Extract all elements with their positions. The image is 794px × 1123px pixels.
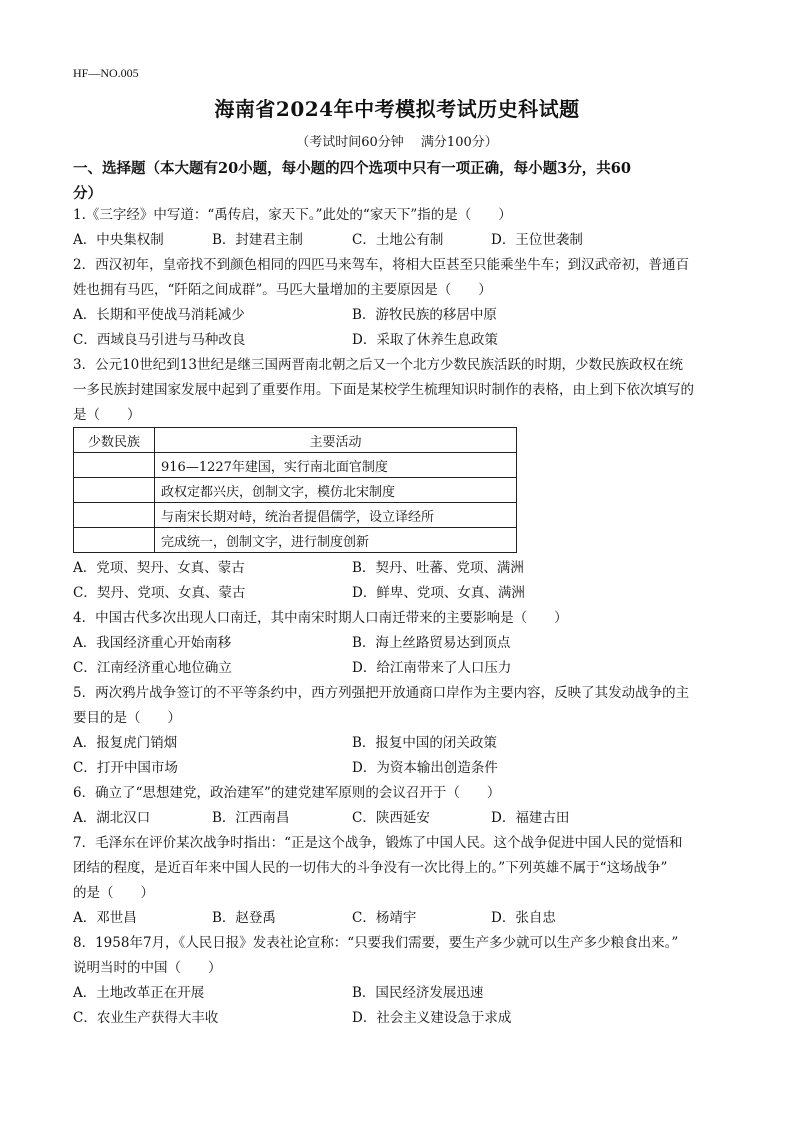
table-row	[74, 478, 517, 503]
question-3-option-d: D．鲜卑、党项、女真、满洲	[352, 585, 525, 601]
table-cell-activity: 与南宋长期对峙，统治者提倡儒学，设立译经所	[155, 503, 517, 528]
question-2-stem-line1: 2．西汉初年，皇帝找不到颜色相同的四匹马来驾车，将相大臣甚至只能乘坐牛车；到汉武帝初，普通百	[73, 257, 690, 273]
question-1-option-b: B．封建君主制	[212, 232, 303, 248]
question-5-option-c: C．打开中国市场	[73, 760, 178, 776]
question-3-option-b: B．契丹、吐蕃、党项、满洲	[352, 560, 524, 576]
table-cell-activity: 政权定都兴庆，创制文字，模仿北宋制度	[155, 478, 517, 503]
question-8-option-a: A．土地改革正在开展	[73, 985, 205, 1001]
question-3-option-a: A．党项、契丹、女真、蒙古	[73, 560, 245, 576]
question-4-option-c: C．江南经济重心地位确立	[73, 660, 232, 676]
question-8-option-c: C．农业生产获得大丰收	[73, 1010, 219, 1026]
table-cell-activity: 完成统一，创制文字，进行制度创新	[155, 528, 517, 553]
question-5-option-d: D．为资本输出创造条件	[352, 760, 498, 776]
question-4-option-d: D．给江南带来了人口压力	[352, 660, 512, 676]
question-8-option-b: B．国民经济发展迅速	[352, 985, 484, 1001]
question-7-stem-line3: 的是（ ）	[73, 885, 154, 901]
question-2-option-b: B．游牧民族的移居中原	[352, 307, 497, 323]
question-4-option-b: B．海上丝路贸易达到顶点	[352, 635, 511, 651]
table-header-main-activity: 主要活动	[155, 428, 517, 453]
question-4-option-a: A．我国经济重心开始南移	[73, 635, 232, 651]
table-header-ethnic-group: 少数民族	[74, 428, 155, 453]
question-6-option-c: C．陕西延安	[352, 810, 430, 826]
question-6-stem: 6．确立了“思想建党，政治建军”的建党建军原则的会议召开于（ ）	[73, 785, 501, 801]
table-cell-blank	[74, 478, 155, 503]
table-header-row	[74, 428, 517, 453]
question-3-stem-line1: 3．公元10世纪到13世纪是继三国两晋南北朝之后又一个北方少数民族活跃的时期，少数民族政权在统	[73, 357, 683, 373]
table-row	[74, 503, 517, 528]
question-6-option-a: A．湖北汉口	[73, 810, 151, 826]
question-6-option-d: D．福建古田	[491, 810, 570, 826]
table-cell-blank	[74, 503, 155, 528]
section-heading-line1: 一、选择题（本大题有20小题，每小题的四个选项中只有一项正确，每小题3分，共60	[73, 160, 631, 177]
question-7-stem-line1: 7．毛泽东在评价某次战争时指出：“正是这个战争，锻炼了中国人民。这个战争促进中国人民的觉悟和	[73, 835, 683, 851]
question-1-option-d: D．王位世袭制	[491, 232, 583, 248]
question-7-stem-line2: 团结的程度，是近百年来中国人民的一切伟大的斗争没有一次比得上的。”下列英雄不属于“这场战争”	[73, 860, 668, 876]
question-2-option-a: A．长期和平使战马消耗减少	[73, 307, 245, 323]
question-1-stem: 1.《三字经》中写道：“禹传启，家天下。”此处的“家天下”指的是（ ）	[73, 207, 512, 223]
exam-subtitle: （考试时间60分钟 满分100分）	[296, 135, 498, 150]
question-8-stem-line1: 8．1958年7月，《人民日报》发表社论宣称：“只要我们需要，要生产多少就可以生产多少粮食出来。”	[73, 935, 679, 951]
document-code: HF—NO.005	[73, 66, 139, 80]
question-2-option-c: C．西域良马引进与马种改良	[73, 332, 246, 348]
question-7-option-a: A．邓世昌	[73, 910, 137, 926]
question-5-stem-line1: 5．两次鸦片战争签订的不平等条约中，西方列强把开放通商口岸作为主要内容，反映了其发动战争的主	[73, 685, 690, 701]
question-4-stem: 4．中国古代多次出现人口南迁，其中南宋时期人口南迁带来的主要影响是（ ）	[73, 610, 568, 626]
table-row	[74, 528, 517, 553]
table-row	[74, 453, 517, 478]
question-3-option-c: C．契丹、党项、女真、蒙古	[73, 585, 246, 601]
question-3-stem-line3: 是（ ）	[73, 407, 141, 423]
question-3-table	[73, 427, 517, 553]
section-heading	[73, 156, 713, 206]
question-5-stem-line2: 要目的是（ ）	[73, 710, 181, 726]
question-3-stem-line2: 一多民族封建国家发展中起到了重要作用。下面是某校学生梳理知识时制作的表格，由上到下依次填写的	[73, 382, 694, 398]
table-cell-activity: 916—1227年建国，实行南北面官制度	[155, 453, 517, 478]
exam-title: 海南省2024年中考模拟考试历史科试题	[214, 97, 580, 121]
question-6-option-b: B．江西南昌	[212, 810, 290, 826]
question-7-option-c: C．杨靖宇	[352, 910, 417, 926]
question-7-option-d: D．张自忠	[491, 910, 556, 926]
table-cell-blank	[74, 453, 155, 478]
question-2-stem-line2: 姓也拥有马匹，“阡陌之间成群”。马匹大量增加的主要原因是（ ）	[73, 282, 492, 298]
question-7-option-b: B．赵登禹	[212, 910, 276, 926]
question-2-option-d: D．采取了休养生息政策	[352, 332, 498, 348]
section-heading-line2: 分）	[73, 185, 102, 202]
question-1-option-a: A．中央集权制	[73, 232, 164, 248]
question-1-option-c: C．土地公有制	[352, 232, 444, 248]
table-cell-blank	[74, 528, 155, 553]
question-5-option-a: A．报复虎门销烟	[73, 735, 178, 751]
question-8-stem-line2: 说明当时的中国（ ）	[73, 960, 222, 976]
question-8-option-d: D．社会主义建设急于求成	[352, 1010, 512, 1026]
question-5-option-b: B．报复中国的闭关政策	[352, 735, 497, 751]
